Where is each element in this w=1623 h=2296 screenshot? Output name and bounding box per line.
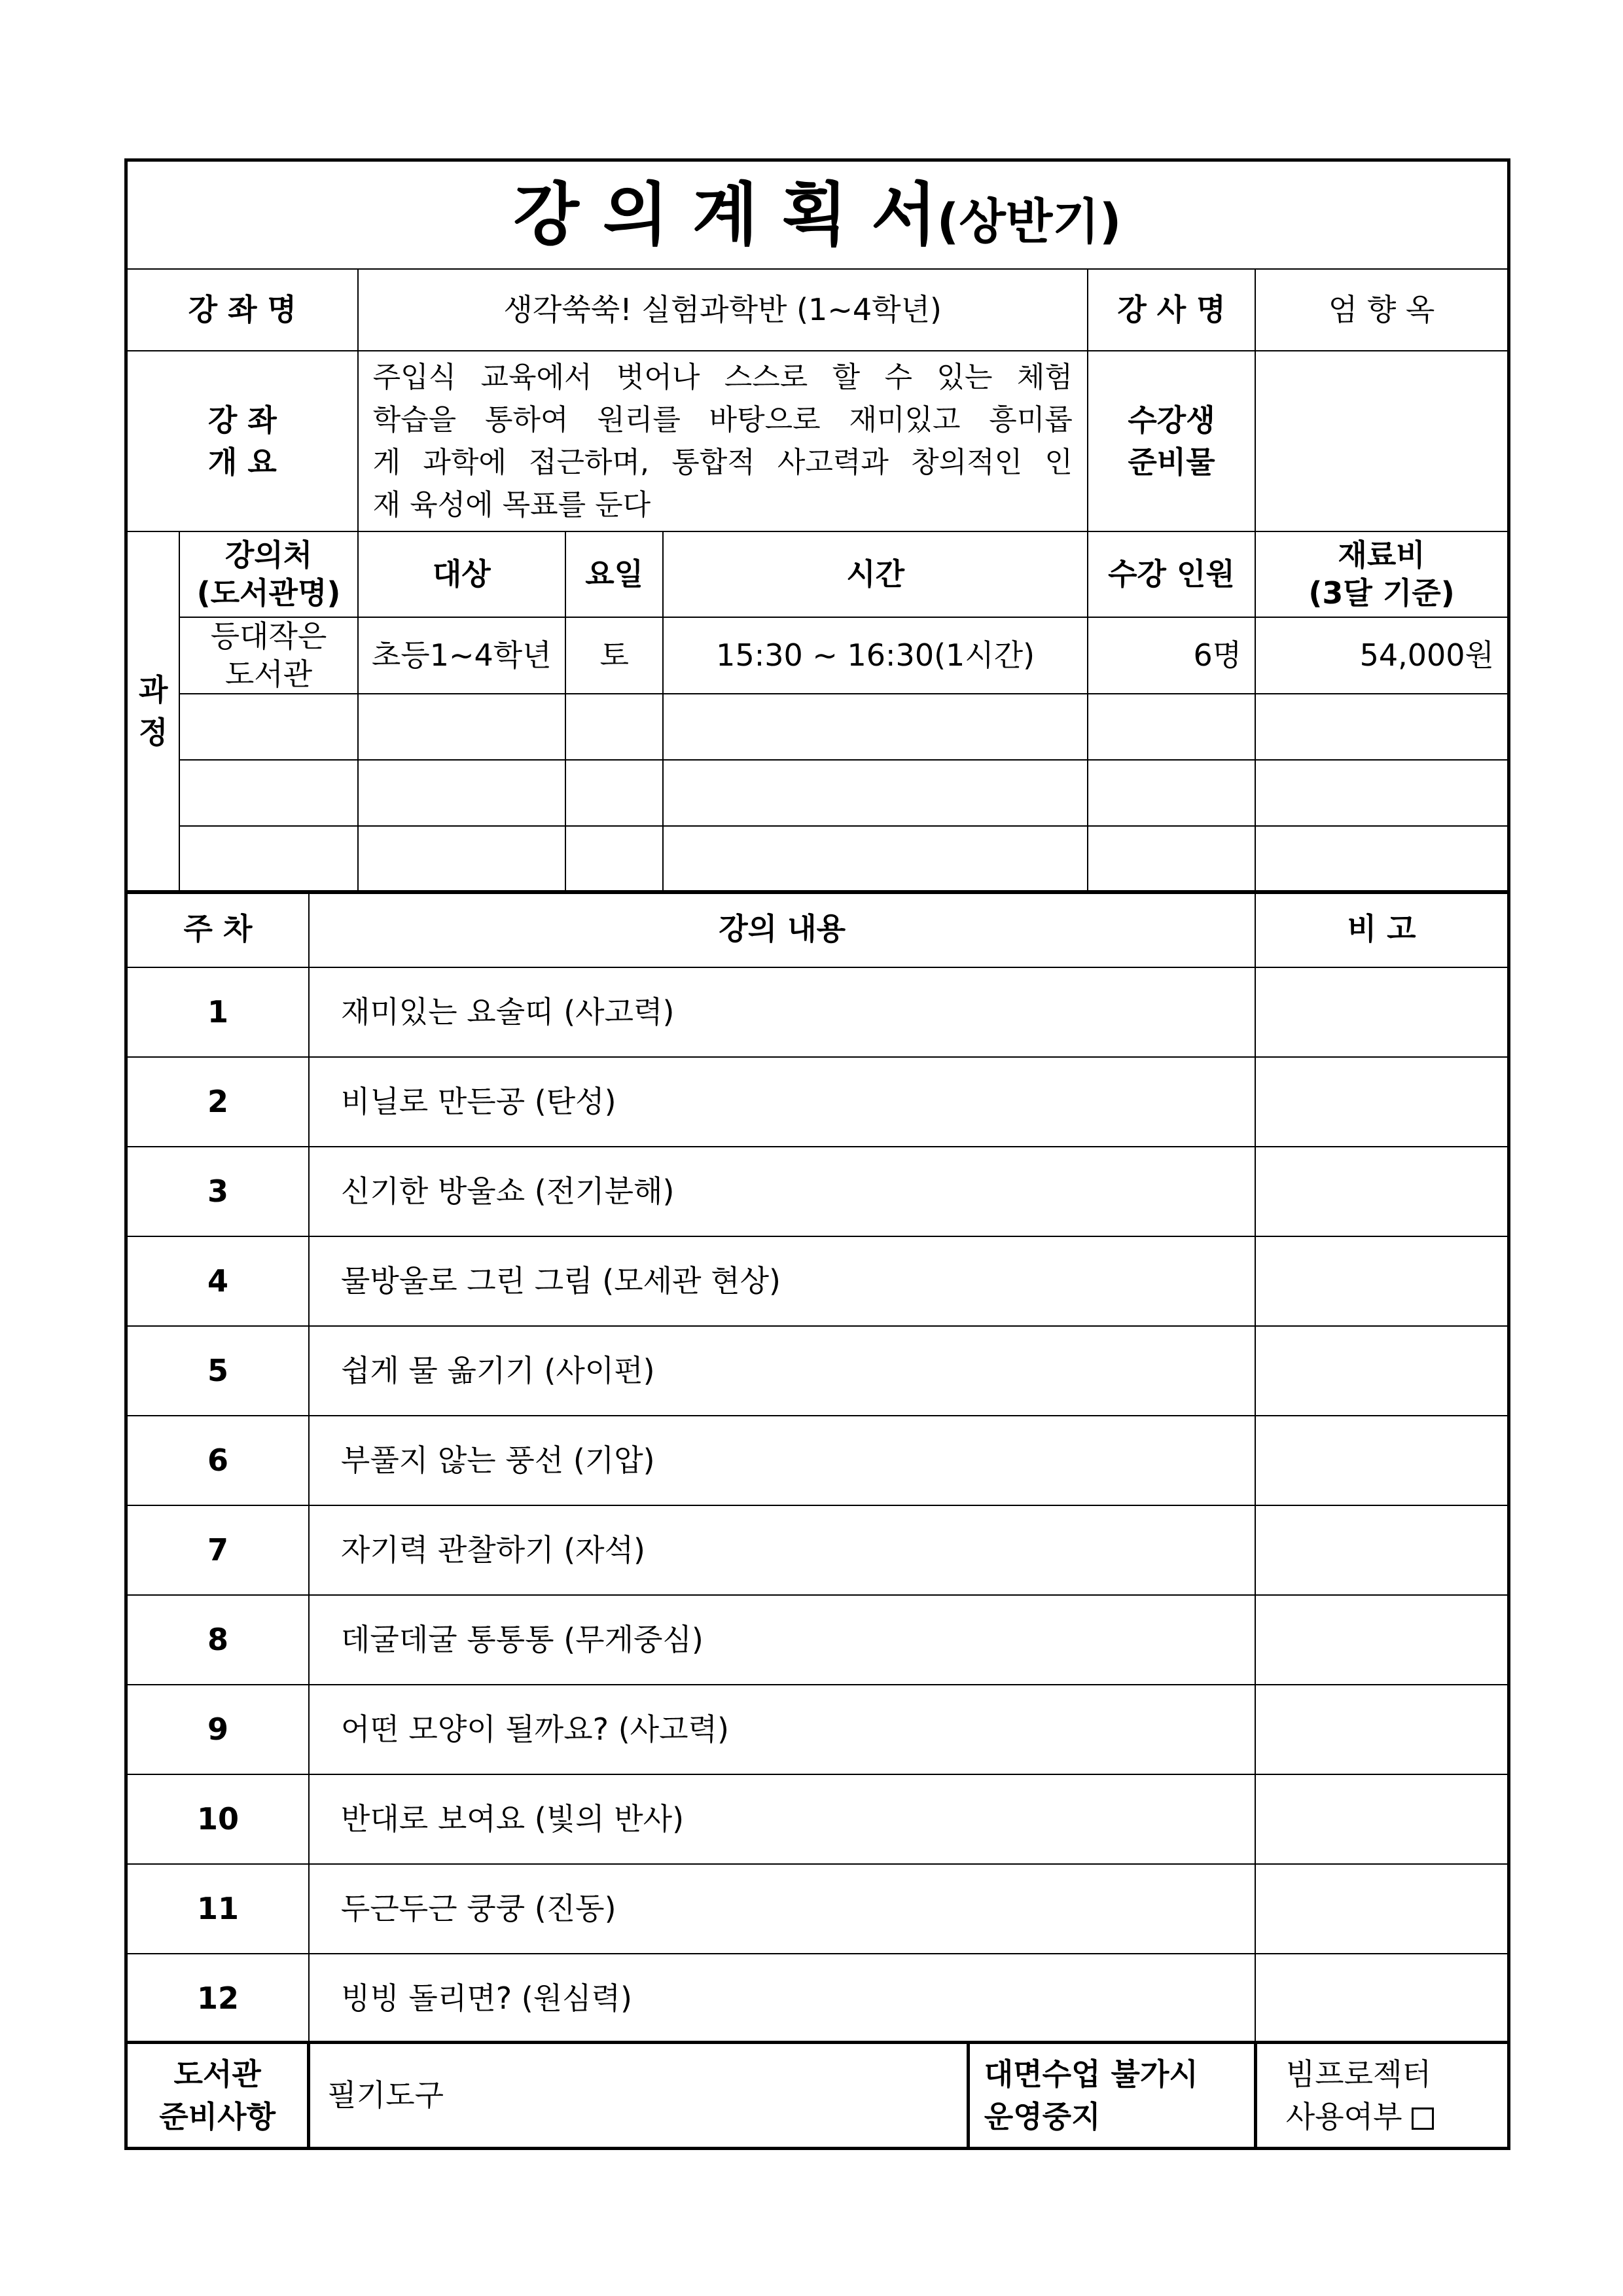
place-header-line2: (도서관명) xyxy=(196,575,341,611)
projector-line2: 사용여부 xyxy=(1285,2098,1402,2134)
target-header: 대상 xyxy=(358,531,565,617)
document-title xyxy=(126,160,1509,270)
projector-line1: 빔프로젝터 xyxy=(1285,2056,1431,2092)
week-note xyxy=(1255,1416,1508,1505)
title-sub: (상반기) xyxy=(936,193,1122,250)
target-cell: 초등1~4학년 xyxy=(358,617,565,694)
table-row xyxy=(126,1326,1509,1416)
table-row xyxy=(126,1057,1509,1147)
day-header: 요일 xyxy=(565,531,664,617)
week-content: 자기력 관찰하기 (자석) xyxy=(309,1505,1255,1595)
place-cell xyxy=(179,617,357,694)
overview-line: 학습을 통하여 원리를 바탕으로 재미있고 흥미롭 xyxy=(372,403,1073,437)
week-number: 1 xyxy=(126,967,309,1057)
table-row xyxy=(126,1236,1509,1326)
footer-table xyxy=(124,2041,1510,2150)
week-note xyxy=(1255,1505,1508,1595)
library-prep-label-line1: 도서관 xyxy=(173,2056,261,2092)
materials-label-line1: 수강생 xyxy=(1128,402,1215,438)
week-header: 주 차 xyxy=(126,891,309,967)
projector-checkbox[interactable] xyxy=(1412,2108,1434,2130)
course-name: 생각쑥쑥! 실험과학반 (1~4학년) xyxy=(358,269,1088,351)
week-content: 부풀지 않는 풍선 (기압) xyxy=(309,1416,1255,1505)
week-content: 반대로 보여요 (빛의 반사) xyxy=(309,1774,1255,1864)
capacity-cell: 6명 xyxy=(1088,617,1255,694)
week-number: 8 xyxy=(126,1595,309,1685)
week-number: 4 xyxy=(126,1236,309,1326)
week-content: 빙빙 돌리면? (원심력) xyxy=(309,1954,1255,2043)
empty-process-row xyxy=(126,826,1509,892)
week-number: 5 xyxy=(126,1326,309,1416)
content-header: 강의 내용 xyxy=(309,891,1255,967)
place-header xyxy=(179,531,357,617)
week-note xyxy=(1255,1685,1508,1774)
weekly-plan-table xyxy=(124,890,1510,2044)
fee-header-line2: (3달 기준) xyxy=(1308,575,1455,611)
week-number: 11 xyxy=(126,1864,309,1954)
time-cell: 15:30 ~ 16:30(1시간) xyxy=(663,617,1087,694)
library-prep-label xyxy=(126,2043,309,2149)
course-info-table xyxy=(124,158,1510,894)
table-row xyxy=(126,1147,1509,1236)
overview-line: 재 육성에 목표를 둔다 xyxy=(372,488,651,522)
week-note xyxy=(1255,1147,1508,1236)
week-note xyxy=(1255,1774,1508,1864)
week-content: 재미있는 요술띠 (사고력) xyxy=(309,967,1255,1057)
week-number: 2 xyxy=(126,1057,309,1147)
library-prep-value: 필기도구 xyxy=(309,2043,968,2149)
week-content: 물방울로 그린 그림 (모세관 현상) xyxy=(309,1236,1255,1326)
instructor-label: 강 사 명 xyxy=(1088,269,1255,351)
week-note xyxy=(1255,1326,1508,1416)
week-number: 10 xyxy=(126,1774,309,1864)
capacity-header: 수강 인원 xyxy=(1088,531,1255,617)
materials-label xyxy=(1088,351,1255,531)
fee-header-line1: 재료비 xyxy=(1338,537,1425,573)
week-number: 12 xyxy=(126,1954,309,2043)
week-content: 데굴데굴 통통통 (무게중심) xyxy=(309,1595,1255,1685)
fee-header xyxy=(1255,531,1508,617)
note-header: 비 고 xyxy=(1255,891,1508,967)
process-side-label-line2: 정 xyxy=(138,714,168,750)
place-line2: 도서관 xyxy=(224,656,313,692)
process-side-label-line1: 과 xyxy=(138,672,168,708)
week-content: 어떤 모양이 될까요? (사고력) xyxy=(309,1685,1255,1774)
week-note xyxy=(1255,1236,1508,1326)
table-row xyxy=(126,1685,1509,1774)
projector-usage xyxy=(1255,2043,1508,2149)
week-number: 3 xyxy=(126,1147,309,1236)
overview-line: 주입식 교육에서 벗어나 스스로 할 수 있는 체험 xyxy=(372,361,1073,394)
materials-label-line2: 준비물 xyxy=(1128,444,1215,480)
empty-process-row xyxy=(126,694,1509,760)
instructor-name: 엄 향 옥 xyxy=(1255,269,1508,351)
overview-label-line2: 개 요 xyxy=(207,444,277,480)
online-stop-label xyxy=(968,2043,1255,2149)
week-content: 신기한 방울쇼 (전기분해) xyxy=(309,1147,1255,1236)
table-row xyxy=(126,967,1509,1057)
materials-value xyxy=(1255,351,1508,531)
table-row xyxy=(126,1864,1509,1954)
week-content: 비닐로 만든공 (탄성) xyxy=(309,1057,1255,1147)
overview-label xyxy=(126,351,358,531)
course-overview xyxy=(358,351,1088,531)
fee-cell: 54,000원 xyxy=(1255,617,1508,694)
process-side-label xyxy=(126,531,180,892)
title-main: 강 의 계 획 서 xyxy=(513,174,937,255)
place-header-line1: 강의처 xyxy=(224,537,313,573)
library-prep-label-line2: 준비사항 xyxy=(159,2098,276,2134)
empty-process-row xyxy=(126,760,1509,826)
course-name-label: 강 좌 명 xyxy=(126,269,358,351)
table-row xyxy=(126,1505,1509,1595)
overview-label-line1: 강 좌 xyxy=(207,402,277,438)
week-note xyxy=(1255,1954,1508,2043)
week-number: 6 xyxy=(126,1416,309,1505)
week-content: 두근두근 쿵쿵 (진동) xyxy=(309,1864,1255,1954)
time-header: 시간 xyxy=(663,531,1087,617)
week-note xyxy=(1255,1864,1508,1954)
table-row xyxy=(126,1954,1509,2043)
online-stop-label-line1: 대면수업 불가시 xyxy=(984,2056,1198,2092)
week-content: 쉽게 물 옮기기 (사이펀) xyxy=(309,1326,1255,1416)
week-note xyxy=(1255,1595,1508,1685)
week-number: 7 xyxy=(126,1505,309,1595)
week-number: 9 xyxy=(126,1685,309,1774)
week-note xyxy=(1255,1057,1508,1147)
week-note xyxy=(1255,967,1508,1057)
day-cell: 토 xyxy=(565,617,664,694)
place-line1: 등대작은 xyxy=(210,619,327,654)
table-row xyxy=(126,1774,1509,1864)
overview-line: 게 과학에 접근하며, 통합적 사고력과 창의적인 인 xyxy=(372,446,1073,479)
table-row xyxy=(126,1416,1509,1505)
table-row xyxy=(126,1595,1509,1685)
online-stop-label-line2: 운영중지 xyxy=(984,2098,1101,2134)
